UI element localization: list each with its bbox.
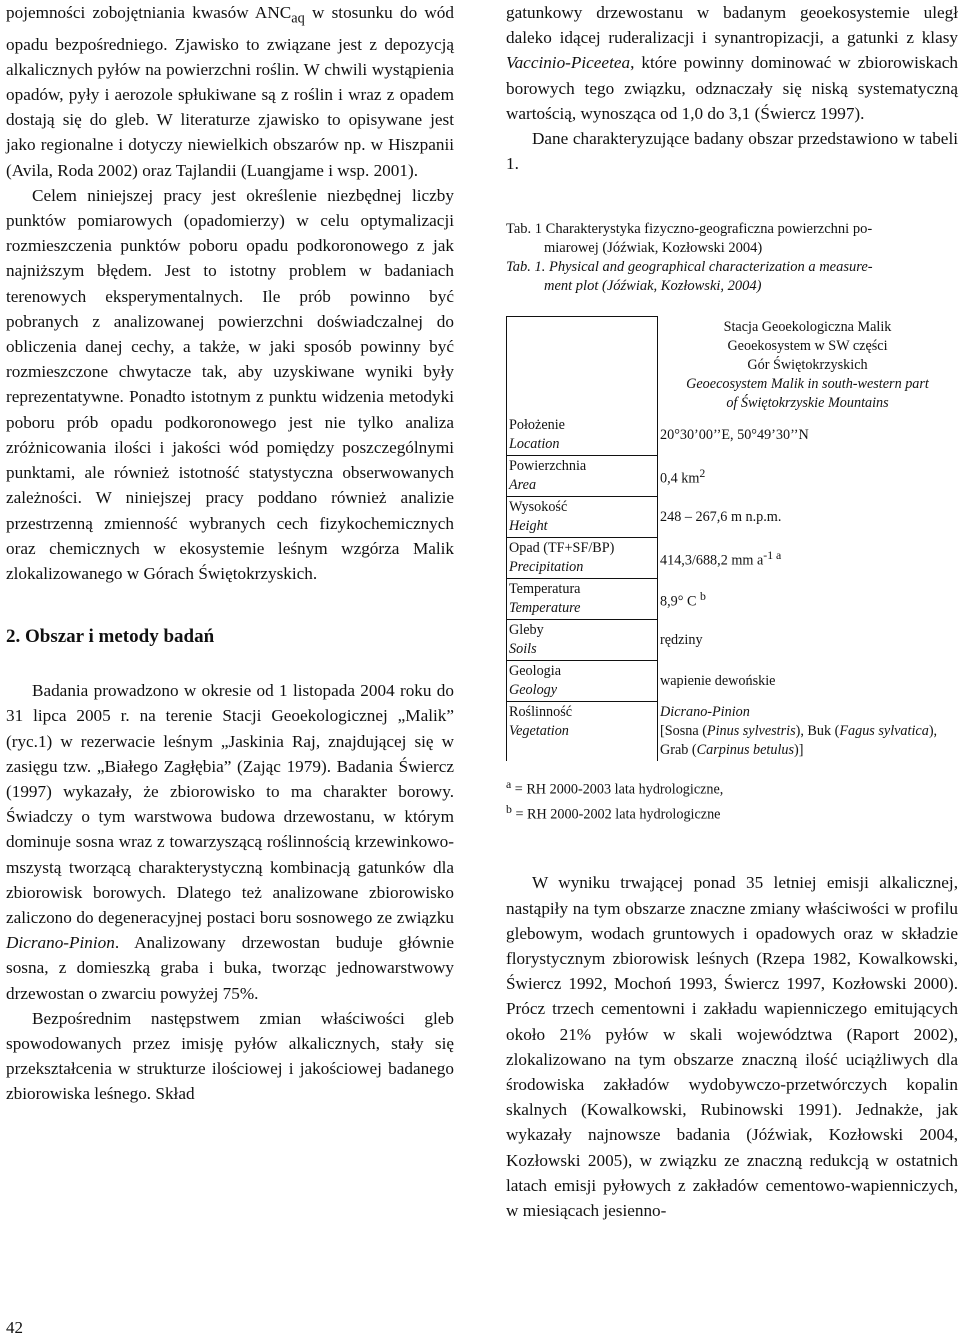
soil-change-paragraph: Bezpośrednim następstwem zmian właściwości gleb spowodowanych przez imisję pyłów alkalicznych, stały się przekształcenia w strukturze ilościowej i jakościowej badanego zbiorowiska leśnego. Skład	[6, 1008, 454, 1104]
row-value: wapienie dewońskie	[660, 672, 776, 689]
row-label	[507, 538, 658, 579]
right-column	[506, 0, 958, 1223]
table-row	[507, 538, 958, 579]
label-en: Temperature	[509, 600, 581, 617]
label-en: Geology	[509, 682, 558, 699]
species-paragraph	[506, 0, 958, 126]
label-pl: Gleby	[509, 622, 544, 639]
methods-text-end: . Analizowany drzewostan buduje głównie sosna, z domieszką graba i buka, tworząc jednowarstwowy drzewostan o zwarciu powyżej 75%.	[6, 933, 454, 1003]
table-row	[507, 620, 958, 661]
header-en-line1: Geoecosystem Malik in south-western part	[686, 375, 929, 392]
header-en-line2: of Świętokrzyskie Mountains	[726, 394, 889, 411]
table-row	[507, 497, 958, 538]
row-value-vegetation	[658, 702, 958, 761]
species-text-end: , które powinny dominować w zbiorowiskach borowych tego związku, odznaczały się niską systematyczną wartością, wynosząca od 1,0 do 3,1 (Świercz 1997).	[506, 53, 958, 123]
aim-paragraph: Celem niniejszej pracy jest określenie niezbędnej liczby punktów pomiarowych (opadomierzy) w celu optymalizacji rozmieszczenia punktów poboru opadu podkoronowego z jak najniższym błędem. Jest to istotny problem w badaniach terenowych eksperymentalnych. Ile prób powinno być pobranych z analizowanej powierzchni doświadczalnej do obliczenia danej cechy, a także, w jaki sposób powinny być rozmieszczone chwytacze tak, aby uzyskiwane wyniki były reprezentatywne. Ponadto istotnym z punktu widzenia metodyki poboru prób opadu podkoronowego jest nie tylko analiza zróżnicowania ilości i jakości wód pomiędzy poszczególnymi punktami, ale również istotność statystyczna obserwowanych zależności. W niniejszej pracy poddano również analizie przestrzenną zmienność wybranych cech fizykochemicznych oraz chemicznych w ekosystemie leśnym wzgórza Malik zlokalizowanego w Górach Świętokrzyskich.	[6, 185, 454, 583]
methods-italic-term: Dicrano-Pinion	[6, 933, 115, 953]
emission-paragraph: W wyniku trwającej ponad 35 letniej emisji alkalicznej, nastąpiły na tym obszarze znaczne zmiany właściwości w profilu glebowym, wodach gruntowych i opadowych oraz w składzie florystycznym zbiorowisk leśnych (Rzepa 1982, Kowalkowski, Świercz 1992, Mochoń 1993, Świercz 1997, Kozłowski 2000). Prócz trzech cementowni i zakładu wapienniczego emitujących około 21% pyłów w skali województwa (Raport 2002), zlokalizowano na tym obszarze znaczną ilość uciążliwych dla środowiska zakładów wydobywczo-przetwórczych kopalin skalnych (Kowalkowski, Rubinowski 1991). Jednakże, jak wykazały najnowsze badania (Jóźwiak, Kozłowski 2004, Kozłowski 2005), w związku ze znaczną redukcją w ostatnich latach emisji pyłowych z zakładów cementowo-wapienniczych, w miesiącach jesienno-	[506, 873, 958, 1221]
header-station: Stacja Geoekologiczna Malik	[723, 318, 892, 335]
row-value	[658, 538, 958, 579]
label-en: Precipitation	[509, 559, 584, 576]
species-latin: Carpinus betulus	[696, 741, 795, 758]
species-pl: Buk	[807, 722, 832, 739]
methods-paragraph	[6, 678, 454, 1006]
vegetation-association: Dicrano-Pinion	[660, 703, 750, 720]
row-label	[507, 456, 658, 497]
label-pl: Położenie	[509, 417, 565, 434]
intro-text-start: pojemności zobojętniania kwasów ANC	[6, 3, 292, 22]
footnote-mark: b	[506, 801, 512, 816]
table-header-cell	[658, 317, 958, 416]
table-header-empty-cell	[507, 317, 658, 416]
vegetation-species: [Sosna (Pinus sylvestris), Buk (Fagus sylvatica), Grab (Carpinus betulus)]	[660, 722, 938, 758]
footnote-text: = RH 2000-2003 lata hydrologiczne,	[511, 781, 724, 798]
intro-text-end: w stosunku do wód opadu bezpośredniego. Zjawisko to związane jest z depozycją alkalicznych pyłów na powierzchni roślin. W chwili wystąpienia opadów, pyły i aerozole spłukiwane są z roślin i wraz z opadem dostają się do gleb. W literaturze zjawisko to opisywane jest jako regionalne i dotyczy niewielkich obszarów np. w Hiszpanii (Avila, Roda 2002) oraz Tajlandii (Luangjame i wsp. 2001).	[6, 3, 454, 180]
value-superscript: 2	[699, 466, 706, 481]
table-row	[507, 661, 958, 702]
row-value	[658, 456, 958, 497]
methods-text: Badania prowadzono w okresie od 1 listopada 2004 roku do 31 lipca 2005 r. na terenie Stacji Geoekologicznej „Malik” (ryc.1) w rezerwacie leśnym „Jaskinia Raj, znajdującej się w zasięgu tzw. „Białego Zagłębia” (Zając 1979). Badania Świercz (1997) wykazały, że zbiorowisko to ma charakter borowy. Świadczy o tym warstwowa budowa drzewostanu, w którym dominuje sosna wraz z towarzyszącą roślinnością krzewinkowo-mszystą tworzącą charakterystyczną kombinacją gatunków dla zbiorowisk borowych. Dlatego też analizowane zbiorowisko zaliczono do degeneracyjnej postaci boru sosnowego ze związku	[6, 681, 454, 927]
label-pl: Opad (TF+SF/BP)	[509, 540, 615, 557]
species-text-start: gatunkowy drzewostanu w badanym geoekosystemie uległ daleko idącej ruderalizacji i synantropizacji, a gatunki z klasy	[506, 3, 958, 48]
table-caption	[506, 220, 958, 296]
species-pl: Sosna	[664, 722, 699, 739]
caption-pl-line1: Tab. 1 Charakterystyka fizyczno-geograficzna powierzchni po-	[506, 221, 873, 238]
value-superscript: b	[699, 589, 706, 604]
row-value	[658, 579, 958, 620]
label-pl: Roślinność	[509, 704, 573, 721]
row-value: rędziny	[660, 631, 703, 648]
label-pl: Wysokość	[509, 499, 568, 516]
label-en: Vegetation	[509, 723, 569, 740]
footnote-mark: a	[506, 776, 512, 791]
label-en: Location	[509, 436, 560, 453]
row-value: 248 – 267,6 m n.p.m.	[660, 508, 782, 525]
section-heading: 2. Obszar i metody badań	[6, 626, 215, 648]
anc-subscript: aq	[291, 10, 305, 27]
label-pl: Temperatura	[509, 581, 581, 598]
label-en: Soils	[509, 641, 537, 658]
table-header-row	[507, 317, 958, 416]
table-row	[507, 456, 958, 497]
characteristics-table	[506, 316, 958, 761]
header-mountains: Gór Świętokrzyskich	[747, 356, 868, 373]
value-superscript: -1 a	[763, 548, 782, 563]
table-row	[507, 579, 958, 620]
species-pl: Grab	[660, 741, 689, 758]
row-label	[507, 702, 658, 761]
species-latin: Pinus sylvestris	[706, 722, 796, 739]
footnote-a	[506, 775, 958, 800]
species-latin: Fagus sylvatica	[839, 722, 929, 739]
footnote-b	[506, 800, 958, 825]
label-pl: Geologia	[509, 663, 562, 680]
species-italic-class: Vaccinio-Piceetea	[506, 53, 631, 73]
label-pl: Powierzchnia	[509, 458, 587, 475]
row-label	[507, 497, 658, 538]
value-text: 0,4 km	[660, 470, 700, 487]
left-column	[6, 0, 454, 1107]
page-number: 42	[6, 1318, 23, 1337]
intro-paragraph	[6, 0, 454, 183]
table-row	[507, 702, 958, 761]
row-label	[507, 661, 658, 702]
caption-en-line2: ment plot (Jóźwiak, Kozłowski, 2004)	[544, 278, 762, 295]
value-text: 414,3/688,2 mm a	[660, 552, 764, 569]
label-en: Height	[509, 518, 548, 535]
footnote-text: = RH 2000-2002 lata hydrologiczne	[511, 806, 721, 823]
caption-pl-line2: miarowej (Jóźwiak, Kozłowski 2004)	[544, 240, 763, 257]
row-value: 20°30’00’’E, 50°49’30’’N	[660, 427, 809, 444]
table-row	[507, 415, 958, 456]
label-en: Area	[509, 477, 537, 494]
row-label	[507, 579, 658, 620]
table-footnotes	[506, 775, 958, 824]
caption-en-line1: Tab. 1. Physical and geographical characterization a measure-	[506, 259, 873, 276]
row-label	[507, 415, 658, 456]
table-intro-paragraph: Dane charakteryzujące badany obszar przedstawiono w tabeli 1.	[506, 129, 958, 174]
header-geoecosystem: Geoekosystem w SW części	[727, 337, 888, 354]
row-label	[507, 620, 658, 661]
value-text: 8,9° C	[660, 593, 697, 610]
